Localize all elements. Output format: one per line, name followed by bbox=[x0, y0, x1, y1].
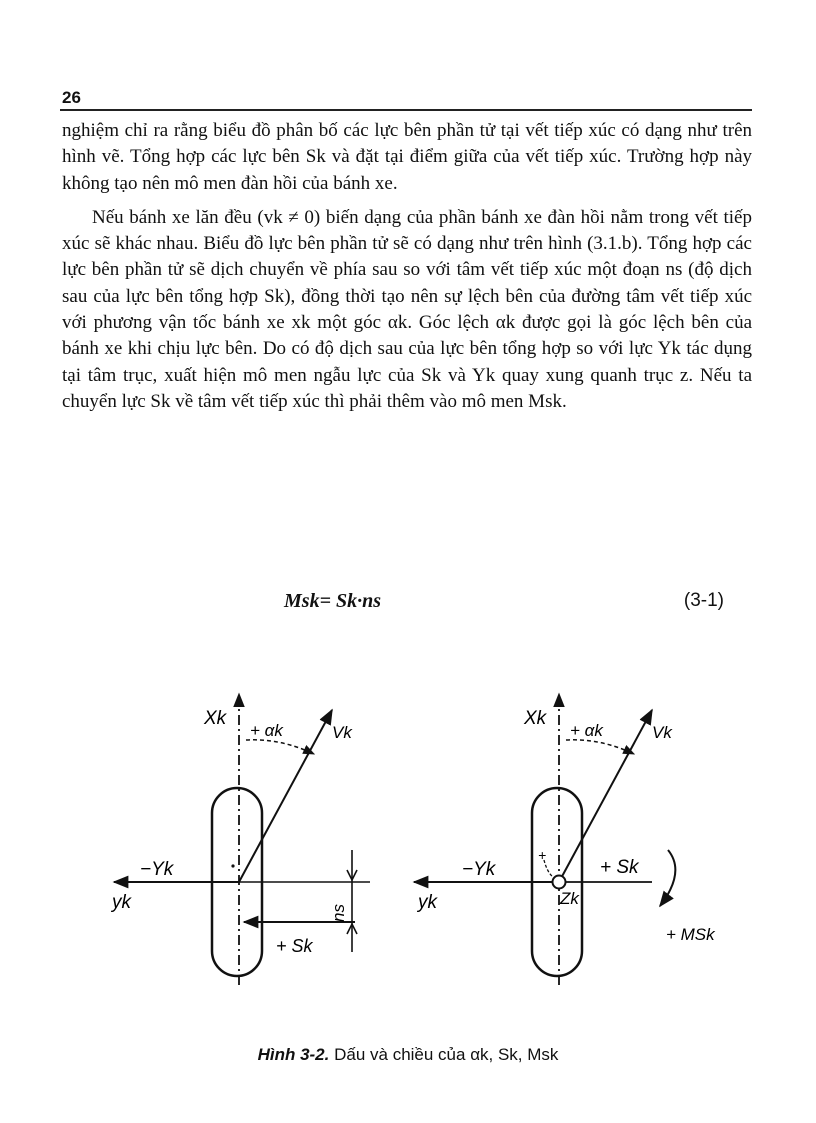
right-moment-label: + MSk bbox=[666, 925, 715, 944]
figure-3-2 bbox=[100, 690, 740, 990]
caption-label: Hình 3-2. bbox=[257, 1045, 330, 1064]
paragraph-2: Nếu bánh xe lăn đều (vk ≠ 0) biến dạng của phần bánh xe đàn hồi nằm trong vết tiếp xúc sẽ khác nhau. Biểu đồ lực bên phần tử sẽ có dạng như trên hình (3.1.b). Tổng hợp các lực bên phần tử sẽ dịch chuyển về phía sau so với tâm vết tiếp xúc một đoạn ns (độ dịch sau của lực bên tổng hợp Sk), đồng thời tạo nên sự lệch bên của đường tâm vết tiếp xúc với phương vận tốc bánh xe xk một góc αk. Góc lệch αk được gọi là góc lệch bên của bánh xe khi chịu lực bên. Do có độ dịch sau của lực bên tổng hợp so với lực Yk tác dụng tại tâm trục, xuất hiện mô men ngẫu lực của Sk và Yk quay xung quanh trục z. Nếu ta chuyển lực Sk về tâm vết tiếp xúc thì phải thêm vào mô men Msk. bbox=[62, 206, 752, 412]
paragraph-1: nghiệm chỉ ra rằng biểu đồ phân bố các lực bên phần tử tại vết tiếp xúc có dạng như trên hình vẽ. Tổng hợp các lực bên Sk và đặt tại điểm giữa của vết tiếp xúc. Trường hợp này không tạo nên mô men đàn hồi của bánh xe. bbox=[62, 120, 752, 194]
right-velocity-label: Vk bbox=[652, 723, 672, 742]
figure-caption bbox=[0, 1045, 816, 1065]
page-number: 26 bbox=[62, 88, 81, 107]
left-side-force-label: + Sk bbox=[276, 936, 313, 956]
equation-formula: Msk= Sk·ns bbox=[284, 590, 381, 612]
left-y-axis-label: yk bbox=[112, 892, 131, 913]
right-angle-arc bbox=[566, 740, 634, 754]
equation-number: (3-1) bbox=[683, 590, 724, 611]
right-diagram bbox=[414, 694, 716, 985]
left-x-axis-label: Xk bbox=[204, 708, 227, 729]
right-plus-label: + bbox=[538, 847, 547, 863]
right-x-axis-label: Xk bbox=[524, 708, 547, 729]
body-text bbox=[62, 118, 752, 415]
right-reaction-label: −Yk bbox=[462, 859, 496, 880]
right-angle-label: + αk bbox=[570, 721, 603, 740]
left-reaction-label: −Yk bbox=[140, 859, 174, 880]
left-offset-label: ns bbox=[329, 904, 348, 922]
left-diagram bbox=[110, 694, 370, 985]
right-z-axis-label: Zk bbox=[560, 889, 579, 908]
right-moment-arc bbox=[660, 850, 675, 906]
right-center-circle bbox=[553, 876, 566, 889]
caption-text: Dấu và chiều của αk, Sk, Msk bbox=[334, 1045, 559, 1064]
header-rule bbox=[60, 109, 752, 111]
left-center-dot bbox=[231, 864, 234, 867]
equation-3-1 bbox=[62, 590, 752, 618]
left-velocity-label: Vk bbox=[332, 723, 352, 742]
left-angle-arc bbox=[246, 740, 314, 754]
right-y-axis-label: yk bbox=[418, 892, 437, 913]
left-angle-label: + αk bbox=[250, 721, 283, 740]
right-side-force-label: + Sk bbox=[600, 857, 639, 878]
